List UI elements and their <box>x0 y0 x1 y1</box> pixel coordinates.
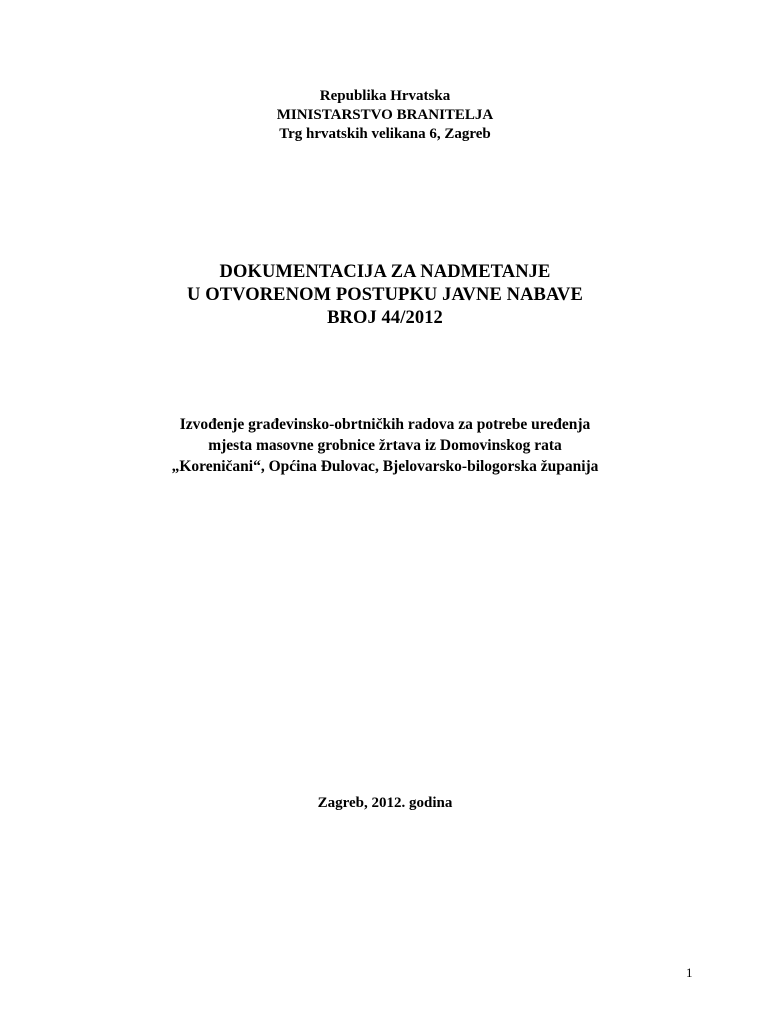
title-line-3: BROJ 44/2012 <box>327 308 443 328</box>
title-line-2: U OTVORENOM POSTUPKU JAVNE NABAVE <box>187 285 583 305</box>
header-country: Republika Hrvatska <box>319 88 451 104</box>
subject-line-2: mjesta masovne grobnice žrtava iz Domovinskog rata <box>208 437 562 454</box>
document-title <box>0 261 770 330</box>
header-address: Trg hrvatskih velikana 6, Zagreb <box>279 126 491 142</box>
title-line-1: DOKUMENTACIJA ZA NADMETANJE <box>219 262 551 282</box>
procurement-subject <box>0 414 770 477</box>
header-ministry: MINISTARSTVO BRANITELJA <box>276 107 494 123</box>
issuer-header <box>0 87 770 144</box>
page-number: 1 <box>686 965 693 980</box>
place-date-text: Zagreb, 2012. godina <box>317 795 453 811</box>
subject-line-3: „Koreničani“, Općina Đulovac, Bjelovarsko-bilogorska županija <box>171 458 599 475</box>
place-and-date <box>0 794 770 813</box>
subject-line-1: Izvođenje građevinsko-obrtničkih radova za potrebe uređenja <box>179 416 591 433</box>
